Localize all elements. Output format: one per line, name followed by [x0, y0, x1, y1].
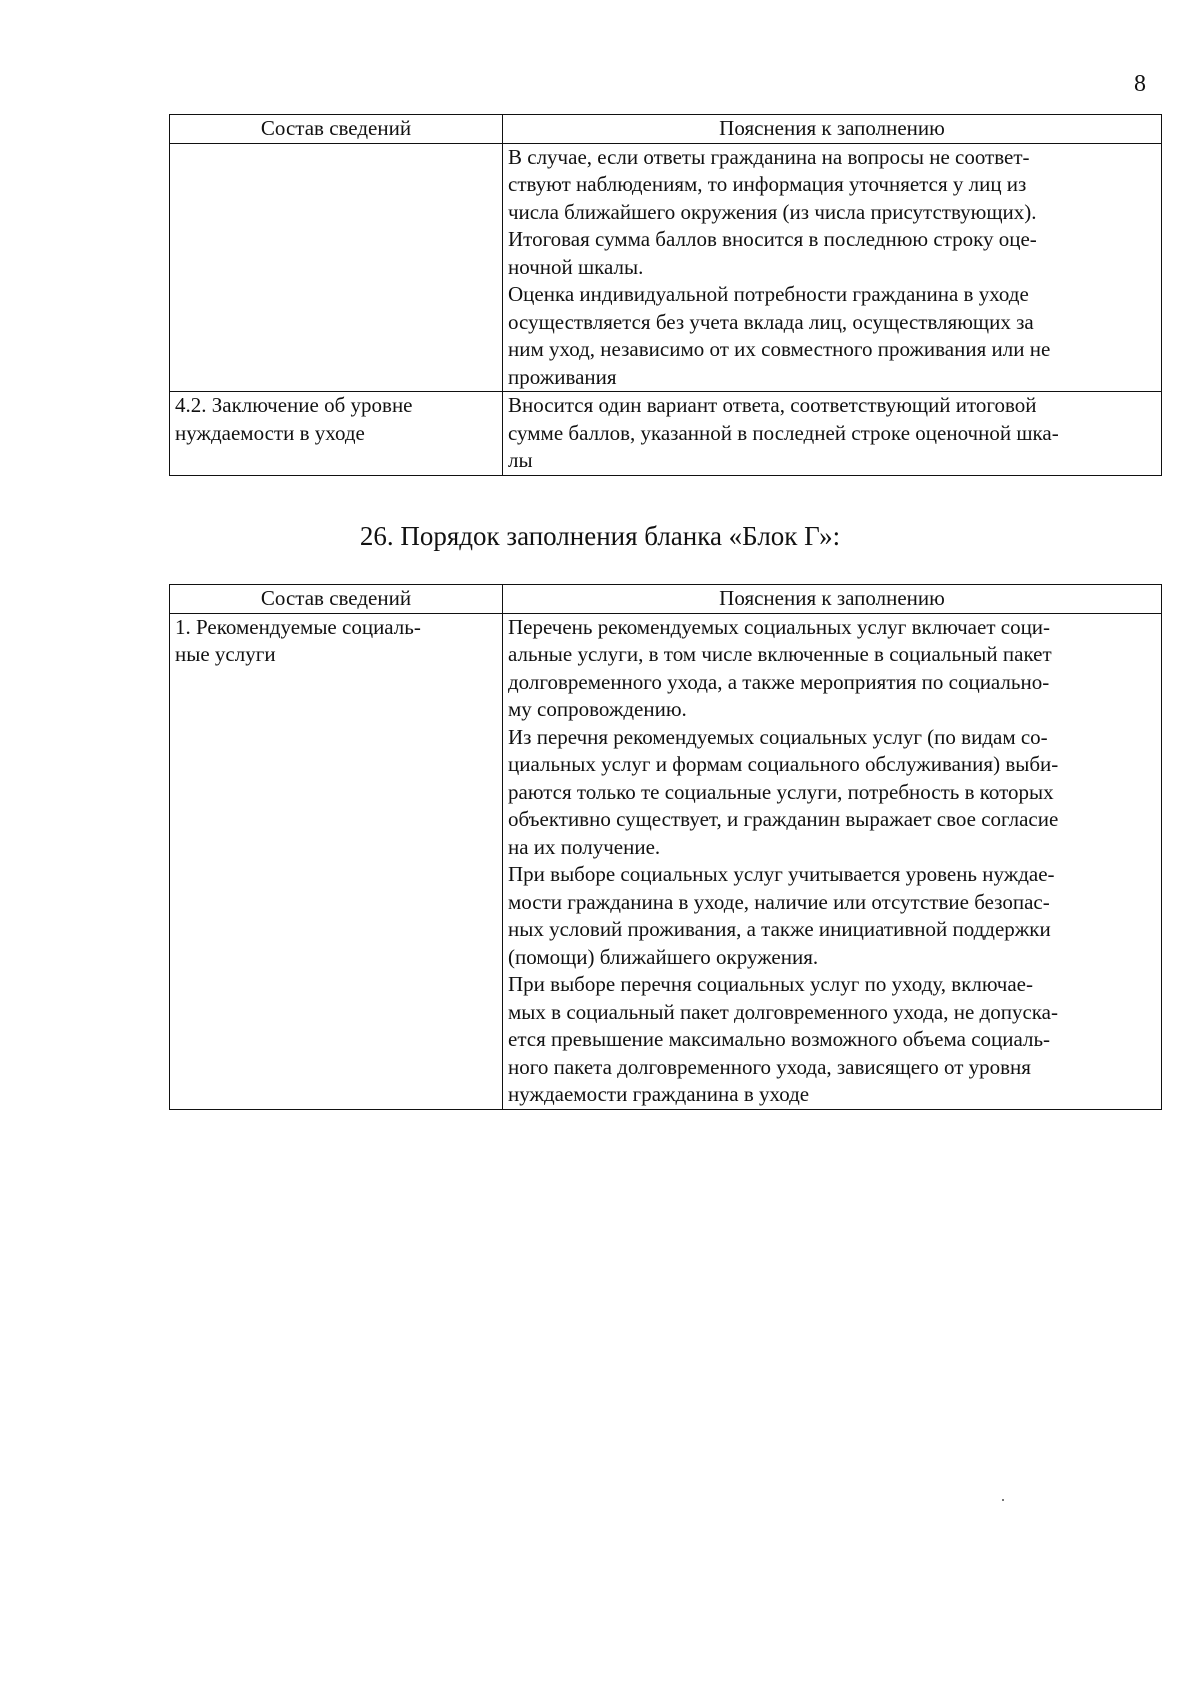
text-line: ные услуги — [175, 642, 276, 666]
row-text-cell — [503, 143, 1162, 392]
text-line: осуществляется без учета вклада лиц, осуществляющих за — [508, 309, 1034, 334]
table-header-row — [170, 585, 1162, 614]
text-line: объективно существует, и гражданин выражает свое согласие — [508, 807, 1059, 831]
text-line: мых в социальный пакет долговременного ухода, не допуска- — [508, 999, 1058, 1024]
column-header-composition: Состав сведений — [170, 585, 503, 614]
text-line: циальных услуг и формам социального обслуживания) выби- — [508, 752, 1059, 776]
table-row — [170, 143, 1162, 392]
text-line: му сопровождению. — [508, 697, 687, 721]
row-text-cell — [503, 613, 1162, 1109]
text-line: Итоговая сумма баллов вносится в последнюю строку оце- — [508, 227, 1037, 251]
text-line: нуждаемости гражданина в уходе — [508, 1082, 810, 1106]
text-line: Вносится один вариант ответа, соответствующий итоговой — [508, 393, 1037, 417]
scan-speck — [1002, 1499, 1004, 1501]
text-line: Из перечня рекомендуемых социальных услуг (по видам со- — [508, 724, 1048, 749]
column-header-explanations: Пояснения к заполнению — [503, 115, 1162, 144]
text-line: 1. Рекомендуемые социаль- — [175, 614, 421, 639]
text-line: (помощи) ближайшего окружения. — [508, 944, 819, 969]
text-line: проживания — [508, 364, 617, 389]
text-line: 4.2. Заключение об уровне — [175, 393, 413, 417]
table-row — [170, 613, 1162, 1109]
explanations-table-1 — [169, 114, 1162, 476]
row-text-cell — [503, 392, 1162, 476]
text-line: долговременного ухода, а также мероприятия по социально- — [508, 669, 1050, 694]
row-label-cell — [170, 392, 503, 476]
explanations-table-2 — [169, 584, 1162, 1110]
text-line: ночной шкалы. — [508, 254, 644, 279]
text-line: ных условий проживания, а также инициативной поддержки — [508, 917, 1051, 941]
section-heading: 26. Порядок заполнения бланка «Блок Г»: — [359, 521, 841, 551]
text-line: альные услуги, в том числе включенные в социальный пакет — [508, 642, 1052, 666]
page-number: 8 — [1134, 71, 1146, 97]
text-line: раются только те социальные услуги, потребность в которых — [508, 779, 1054, 804]
table-header-row — [170, 115, 1162, 144]
text-line: сумме баллов, указанной в последней строке оценочной шка- — [508, 420, 1059, 445]
row-label-cell — [170, 613, 503, 1109]
text-line: ется превышение максимально возможного объема социаль- — [508, 1027, 1051, 1051]
text-line: мости гражданина в уходе, наличие или отсутствие безопас- — [508, 889, 1050, 914]
text-line: числа ближайшего окружения (из числа присутствующих). — [508, 199, 1037, 224]
text-line: В случае, если ответы гражданина на вопросы не соответ- — [508, 144, 1030, 169]
column-header-composition: Состав сведений — [170, 115, 503, 144]
row-label-cell — [170, 143, 503, 392]
text-line: нуждаемости в уходе — [175, 420, 365, 445]
text-line: Оценка индивидуальной потребности гражданина в уходе — [508, 282, 1029, 306]
text-line: ного пакета долговременного ухода, зависящего от уровня — [508, 1054, 1031, 1079]
text-line: При выборе перечня социальных услуг по уходу, включае- — [508, 972, 1033, 996]
text-line: При выборе социальных услуг учитывается уровень нуждае- — [508, 862, 1055, 886]
text-line: на их получение. — [508, 834, 661, 859]
text-line: Перечень рекомендуемых социальных услуг включает соци- — [508, 614, 1051, 639]
text-line: лы — [508, 448, 533, 472]
column-header-explanations: Пояснения к заполнению — [503, 585, 1162, 614]
text-line: ствуют наблюдениям, то информация уточняется у лиц из — [508, 172, 1027, 196]
table-row — [170, 392, 1162, 476]
text-line: ним уход, независимо от их совместного проживания или не — [508, 337, 1051, 361]
